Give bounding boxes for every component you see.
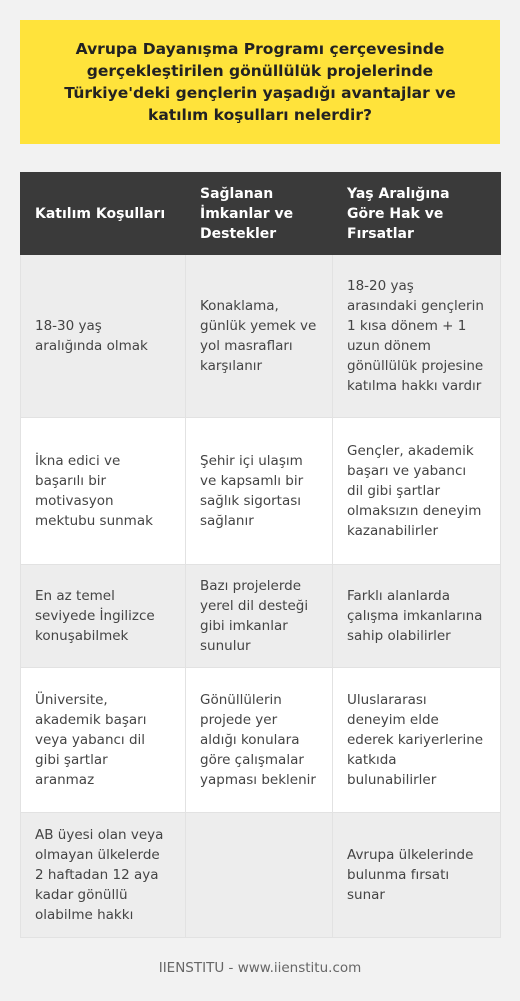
column-header-provided-support: Sağlanan İmkanlar ve Destekler [186,173,333,255]
table-row [21,418,501,565]
footer-credit: IIENSTITU - www.iienstitu.com [158,960,362,976]
table-cell: Farklı alanlarda çalışma imkanlarına sahip olabilirler [333,565,501,668]
title-banner [20,20,500,144]
table-cell: AB üyesi olan veya olmayan ülkelerde 2 haftadan 12 aya kadar gönüllü olabilme hakkı [21,813,186,938]
table-cell: Üniversite, akademik başarı veya yabancı dil gibi şartlar aranmaz [21,668,186,813]
table-cell: Gönüllülerin projede yer aldığı konulara göre çalışmalar yapması beklenir [186,668,333,813]
table-row [21,813,501,938]
table-cell: İkna edici ve başarılı bir motivasyon mektubu sunmak [21,418,186,565]
table-cell: 18-20 yaş arasındaki gençlerin 1 kısa dönem + 1 uzun dönem gönüllülük projesine katılma hakkı vardır [333,255,501,418]
table-cell: En az temel seviyede İngilizce konuşabilmek [21,565,186,668]
table-header-row [21,173,501,255]
comparison-table [20,172,501,938]
table-cell: Gençler, akademik başarı ve yabancı dil gibi şartlar olmaksızın deneyim kazanabilirler [333,418,501,565]
page-title: Avrupa Dayanışma Programı çerçevesinde gerçekleştirilen gönüllülük projelerinde Türkiye'deki gençlerin yaşadığı avantajlar ve katılım koşulları nelerdir? [64,40,456,124]
table-cell [186,813,333,938]
column-header-participation-conditions: Katılım Koşulları [21,173,186,255]
table-cell: Konaklama, günlük yemek ve yol masrafları karşılanır [186,255,333,418]
table-cell: 18-30 yaş aralığında olmak [21,255,186,418]
table-cell: Uluslararası deneyim elde ederek kariyerlerine katkıda bulunabilirler [333,668,501,813]
table-row [21,255,501,418]
table-row [21,565,501,668]
table-cell: Avrupa ülkelerinde bulunma fırsatı sunar [333,813,501,938]
table-cell: Bazı projelerde yerel dil desteği gibi imkanlar sunulur [186,565,333,668]
column-header-age-rights: Yaş Aralığına Göre Hak ve Fırsatlar [333,173,501,255]
table-cell: Şehir içi ulaşım ve kapsamlı bir sağlık sigortası sağlanır [186,418,333,565]
table-row [21,668,501,813]
